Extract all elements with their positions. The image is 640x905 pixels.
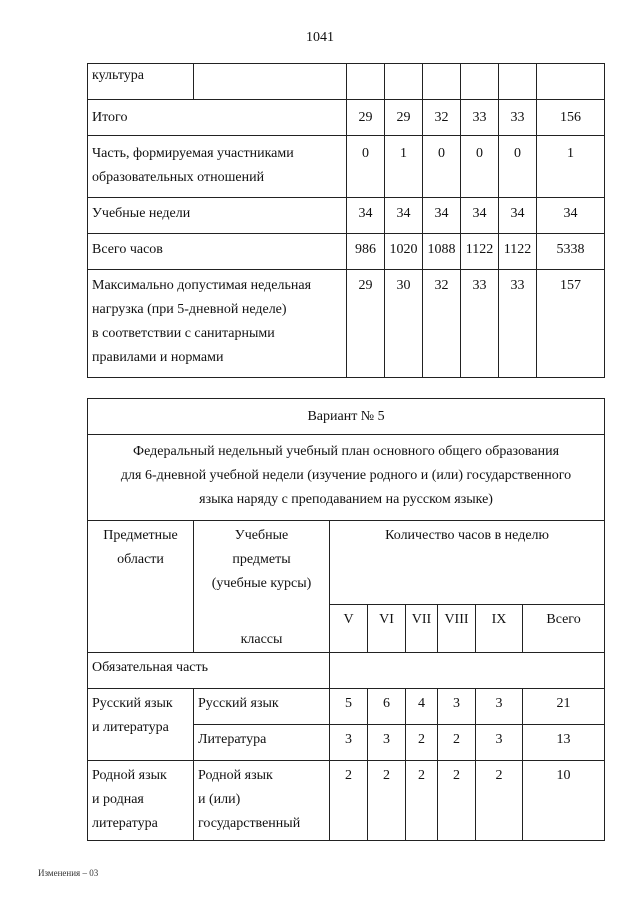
cell-value: 3 [438,689,476,725]
cell-value: 6 [368,689,406,725]
cell-value: 0 [461,136,499,198]
cell-value: 5338 [537,234,605,270]
subject-name: Русский язык [194,689,330,725]
top-summary-table [87,63,605,378]
cell-value: 157 [537,270,605,378]
cell-value: 2 [368,761,406,841]
grade-header: VIII [438,605,476,653]
grade-header: VII [406,605,438,653]
table-row [88,64,605,100]
table-row [88,399,605,435]
row-label: Максимально допустимая недельная нагрузка (при 5-дневной неделе) в соответствии с санитарными правилами и нормами [88,270,347,378]
header-classes: классы [240,632,283,647]
cell-value: 30 [385,270,423,378]
cell-value: 29 [347,270,385,378]
cell-value: 2 [406,761,438,841]
row-label: культура [88,64,194,100]
cell-value: 34 [499,198,537,234]
variant-title: Вариант № 5 [88,399,605,435]
row-label: Учебные недели [88,198,347,234]
table-row [88,136,605,198]
cell-value: 34 [347,198,385,234]
cell-value: 32 [423,100,461,136]
cell-value: 34 [385,198,423,234]
cell-value: 32 [423,270,461,378]
cell-value: 33 [461,100,499,136]
cell-value: 29 [347,100,385,136]
cell-value: 0 [499,136,537,198]
cell-value: 2 [476,761,523,841]
cell-value: 1088 [423,234,461,270]
cell-value: 33 [499,100,537,136]
cell-value: 29 [385,100,423,136]
cell-value: 5 [330,689,368,725]
cell-value: 33 [461,270,499,378]
cell-value: 0 [347,136,385,198]
cell-value: 1122 [461,234,499,270]
table-row [88,100,605,136]
page-number: 1041 [306,30,334,45]
cell-value: 4 [406,689,438,725]
grade-header: Всего [523,605,605,653]
table-row [88,435,605,521]
subject-area: Русский язык и литература [88,689,194,761]
subject-name: Литература [194,725,330,761]
cell-value: 34 [461,198,499,234]
table-row [88,270,605,378]
footer-note: Изменения – 03 [38,868,99,878]
cell-value: 13 [523,725,605,761]
cell-value: 986 [347,234,385,270]
variant-5-table [87,398,605,841]
table-row [88,761,605,841]
grade-header: IX [476,605,523,653]
cell-value: 1122 [499,234,537,270]
cell-value: 3 [476,725,523,761]
cell-value: 2 [438,725,476,761]
cell-value: 2 [406,725,438,761]
variant-subtitle: Федеральный недельный учебный план основного общего образования для 6-дневной учебной недели (изучение родного и (или) государственного языка наряду с преподаванием на русском языке) [88,435,605,521]
cell-value: 3 [476,689,523,725]
grade-header: V [330,605,368,653]
header-subjects: Учебные предметы (учебные курсы) классы [194,521,330,653]
cell-value: 21 [523,689,605,725]
table-row [88,198,605,234]
header-hours-per-week: Количество часов в неделю [330,521,605,605]
table-row [88,521,605,605]
grade-header: VI [368,605,406,653]
cell-value: 3 [368,725,406,761]
cell-value: 34 [537,198,605,234]
cell-value: 2 [330,761,368,841]
cell-value: 1 [385,136,423,198]
cell-value: 2 [438,761,476,841]
cell-value: 34 [423,198,461,234]
table-row [88,653,605,689]
row-label: Всего часов [88,234,347,270]
cell-value: 33 [499,270,537,378]
table-row [88,689,605,725]
subject-name: Родной язык и (или) государственный [194,761,330,841]
row-label: Итого [88,100,347,136]
header-subject-areas: Предметные области [88,521,194,653]
mandatory-part-label: Обязательная часть [88,653,330,689]
cell-value: 0 [423,136,461,198]
table-row [88,234,605,270]
cell-value: 3 [330,725,368,761]
cell-value: 1 [537,136,605,198]
row-label: Часть, формируемая участниками образовательных отношений [88,136,347,198]
subject-area: Родной язык и родная литература [88,761,194,841]
cell-value: 1020 [385,234,423,270]
cell-value: 10 [523,761,605,841]
cell-value: 156 [537,100,605,136]
